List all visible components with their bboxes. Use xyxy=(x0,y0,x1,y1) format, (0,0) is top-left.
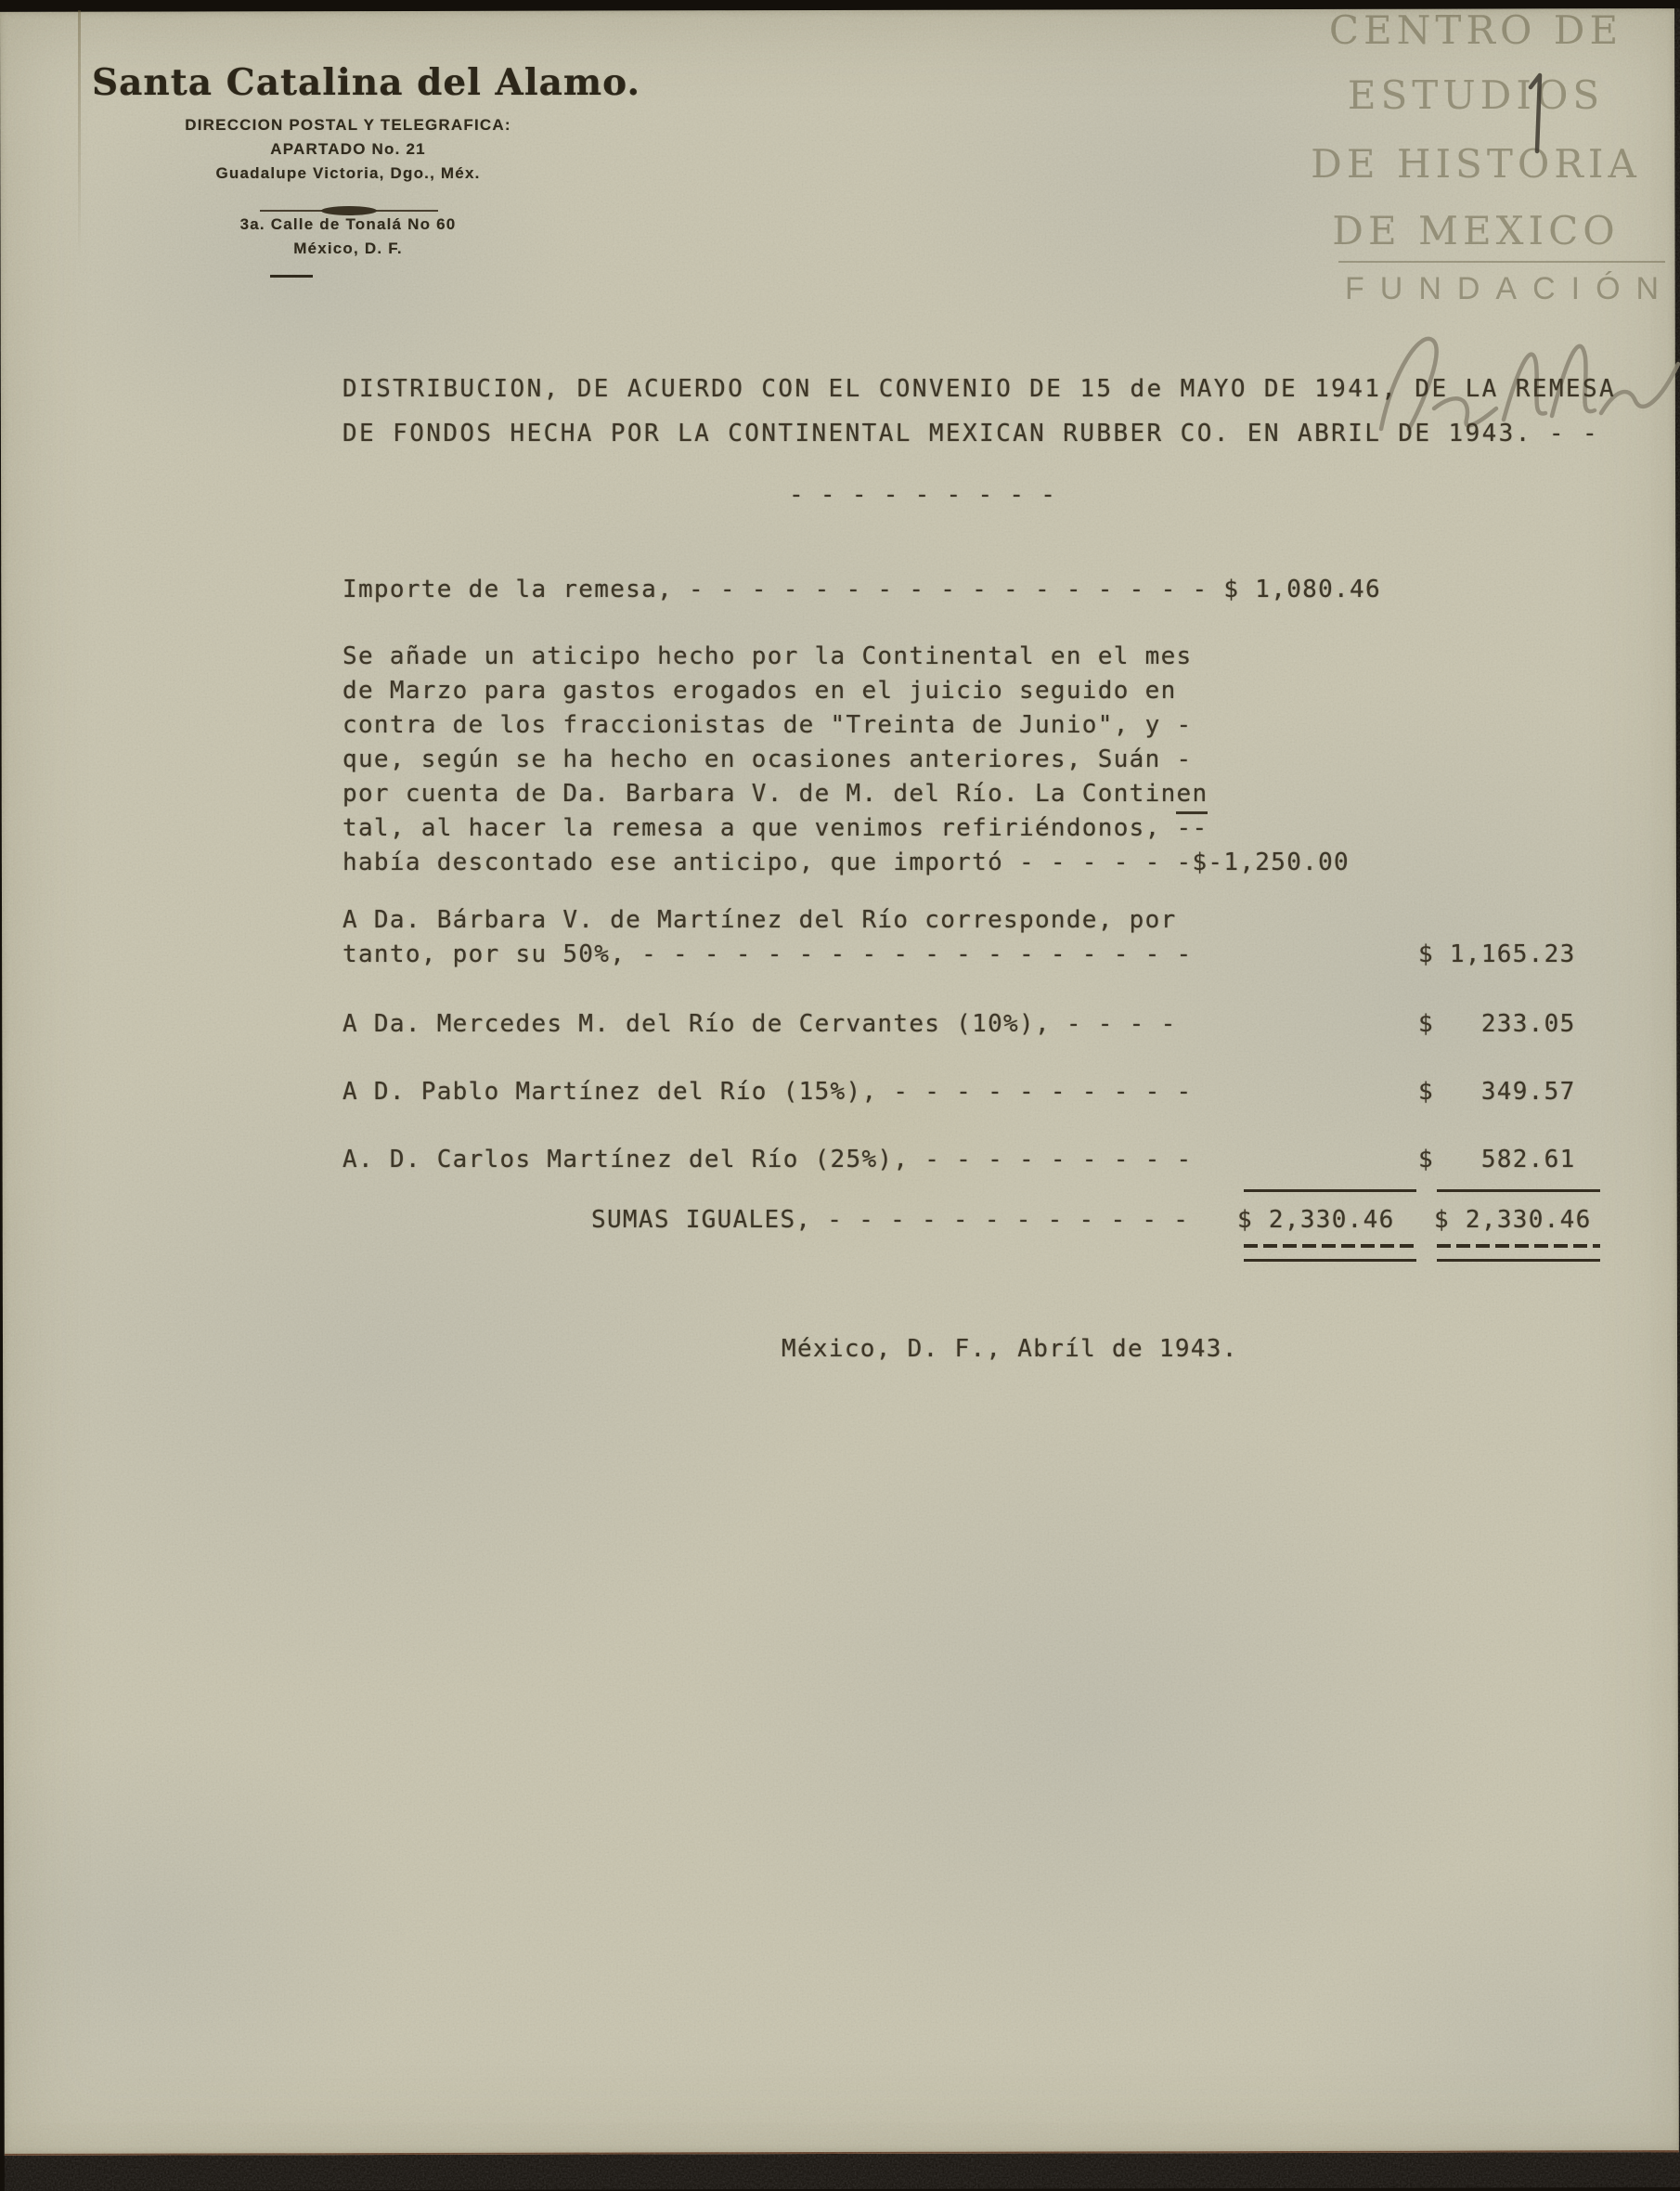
total-rule-bottom-col2 xyxy=(1437,1259,1600,1262)
letterhead-street: 3a. Calle de Tonalá No 60 xyxy=(239,215,457,233)
paragraph-line-4: que, según se ha hecho en ocasiones anteriores, Suán - xyxy=(342,745,1193,773)
entry-mercedes-line: A Da. Mercedes M. del Río de Cervantes (10%), - - - - xyxy=(342,1010,1177,1038)
total-rule-dashed-col1 xyxy=(1244,1244,1416,1248)
entry-pablo-line: A D. Pablo Martínez del Río (15%), - - - - - - - - - - xyxy=(342,1078,1193,1106)
doc-title-line-2: DE FONDOS HECHA POR LA CONTINENTAL MEXICAN RUBBER CO. EN ABRIL DE 1943. - - xyxy=(342,420,1599,447)
letterhead-city-durango: Guadalupe Victoria, Dgo., Méx. xyxy=(215,164,481,182)
entry-pablo-amount: $ 349.57 xyxy=(1418,1078,1576,1106)
entry-barbara-amount: $ 1,165.23 xyxy=(1418,940,1576,968)
paragraph-line-1: Se añade un aticipo hecho por la Continental en el mes xyxy=(342,642,1193,670)
total-rule-dashed-col2 xyxy=(1437,1244,1600,1248)
paragraph-line-6: tal, al hacer la remesa a que venimos refiriéndonos, -- xyxy=(342,814,1208,842)
paragraph-line-3: contra de los fraccionistas de "Treinta de Junio", y - xyxy=(342,711,1193,739)
paragraph-line-7: había descontado ese anticipo, que importó - - - - - -$-1,250.00 xyxy=(342,849,1350,876)
total-rule-bottom-col1 xyxy=(1244,1259,1416,1262)
entry-mercedes-amount: $ 233.05 xyxy=(1418,1010,1576,1038)
stamp-line-de-mexico: DE MEXICO xyxy=(1332,208,1620,253)
doc-title-line-1: DISTRIBUCION, DE ACUERDO CON EL CONVENIO DE 15 de MAYO DE 1941, DE LA REMESA xyxy=(342,375,1617,403)
dash-separator: - - - - - - - - - xyxy=(789,481,1057,509)
total-rule-top-col1 xyxy=(1244,1189,1416,1192)
letterhead-underline xyxy=(270,275,313,278)
paragraph-line-5: por cuenta de Da. Barbara V. de M. del Río. La Continen xyxy=(342,780,1208,808)
dateline: México, D. F., Abríl de 1943. xyxy=(782,1335,1238,1363)
entry-barbara-line-2: tanto, por su 50%, - - - - - - - - - - - - - - - - - - xyxy=(342,940,1193,968)
letterhead-ornament-divider xyxy=(260,210,438,212)
importe-remesa-line: Importe de la remesa, - - - - - - - - - - - - - - - - - $ 1,080.46 xyxy=(342,576,1381,603)
letterhead-hacienda-name: Santa Catalina del Alamo. xyxy=(92,61,641,104)
stamp-line-estudios: ESTUDIOS xyxy=(1347,72,1605,118)
ornament-diamond xyxy=(321,206,377,215)
entry-carlos-amount: $ 582.61 xyxy=(1418,1146,1576,1173)
stamp-line-de-historia: DE HISTORIA xyxy=(1311,141,1641,187)
letterhead-apartado: APARTADO No. 21 xyxy=(270,140,426,158)
stamp-line-centro-de: CENTRO DE xyxy=(1328,7,1623,53)
letterhead-city-mexico: México, D. F. xyxy=(293,240,403,257)
letterhead-postal-label: DIRECCION POSTAL Y TELEGRAFICA: xyxy=(185,116,511,134)
paragraph-line-2: de Marzo para gastos erogados en el juicio seguido en xyxy=(342,677,1177,705)
total-rule-top-col2 xyxy=(1437,1189,1600,1192)
sumas-iguales-label: SUMAS IGUALES, - - - - - - - - - - - - xyxy=(591,1206,1190,1234)
entry-carlos-line: A. D. Carlos Martínez del Río (25%), - - - - - - - - - xyxy=(342,1146,1193,1173)
total-amount-col2: $ 2,330.46 xyxy=(1434,1206,1592,1234)
entry-barbara-line-1: A Da. Bárbara V. de Martínez del Río corresponde, por xyxy=(342,906,1177,934)
stamp-line-fundacion: FUNDACIÓN xyxy=(1345,271,1675,306)
stamp-rule xyxy=(1338,261,1665,263)
total-amount-col1: $ 2,330.46 xyxy=(1237,1206,1395,1234)
